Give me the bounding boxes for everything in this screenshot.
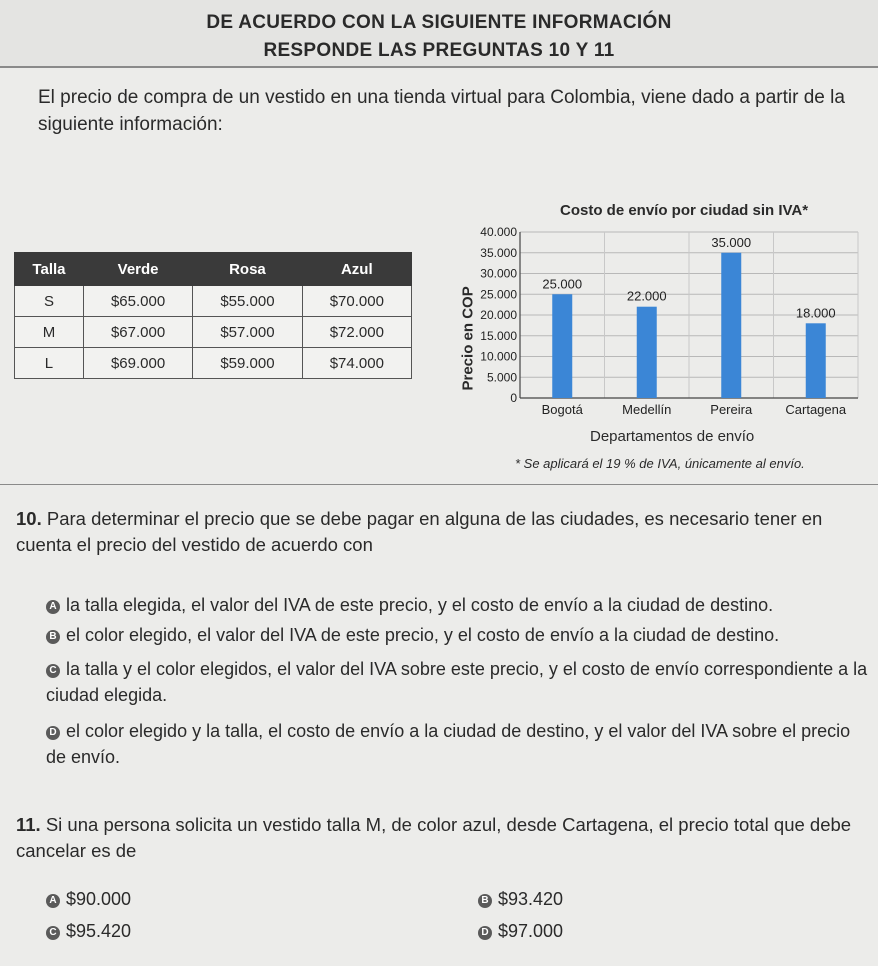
chart-bar: [721, 253, 741, 398]
table-header-azul: Azul: [302, 253, 411, 286]
chart-y-tick-label: 30.000: [480, 266, 517, 281]
chart-x-axis-label: Departamentos de envío: [590, 428, 755, 445]
option-text: $90.000: [66, 889, 132, 909]
chart-y-tick-label: 25.000: [480, 287, 517, 302]
table-header-verde: Verde: [83, 253, 192, 286]
question-number: 10.: [16, 508, 42, 529]
question-text: Si una persona solicita un vestido talla M, de color azul, desde Cartagena, el precio total que debe cancelar es de: [16, 814, 852, 861]
q11-option-a[interactable]: [46, 886, 131, 912]
option-text: $97.000: [498, 921, 564, 941]
option-letter-badge: D: [478, 926, 492, 940]
table-row: [15, 348, 412, 379]
chart-y-tick-label: 40.000: [480, 225, 517, 239]
chart-y-tick-label: 35.000: [480, 245, 517, 260]
table-cell: $55.000: [193, 286, 302, 317]
chart-x-tick-label: Pereira: [710, 402, 753, 417]
option-letter-badge: C: [46, 926, 60, 940]
question-11: [16, 812, 866, 864]
table-row: [15, 317, 412, 348]
chart-x-tick-label: Bogotá: [541, 402, 583, 417]
table-row: [15, 286, 412, 317]
option-letter-badge: D: [46, 726, 60, 740]
chart-bar: [552, 294, 572, 398]
chart-data-label: 22.000: [626, 288, 667, 304]
table-header-row: [15, 253, 412, 286]
chart-data-label: 35.000: [711, 234, 752, 250]
chart-y-tick-label: 5.000: [486, 370, 517, 385]
table-cell: $72.000: [302, 317, 411, 348]
q10-option-c[interactable]: [46, 656, 870, 708]
q11-option-c[interactable]: [46, 918, 131, 944]
chart-footnote: * Se aplicará el 19 % de IVA, únicamente al envío.: [515, 456, 805, 471]
option-letter-badge: A: [46, 600, 60, 614]
table-cell: $57.000: [193, 317, 302, 348]
table-cell: M: [15, 317, 84, 348]
chart-bar: [806, 323, 826, 398]
chart-x-tick-label: Cartagena: [785, 402, 847, 417]
header-band: [0, 0, 878, 66]
chart-bar: [637, 307, 657, 398]
chart-y-tick-label: 20.000: [480, 308, 517, 322]
table-cell: $74.000: [302, 348, 411, 379]
chart-data-label: 25.000: [542, 276, 583, 292]
option-text: la talla y el color elegidos, el valor del IVA sobre este precio, y el costo de envío correspondiente a la ciudad elegida.: [46, 659, 868, 705]
option-text: $93.420: [498, 889, 564, 909]
table-header-rosa: Rosa: [193, 253, 302, 286]
shipping-cost-chart: [440, 190, 878, 470]
question-10: [16, 506, 866, 558]
chart-data-label: 18.000: [795, 305, 836, 321]
table-cell: $70.000: [302, 286, 411, 317]
option-text: $95.420: [66, 921, 132, 941]
question-number: 11.: [16, 814, 41, 835]
option-letter-badge: B: [478, 894, 492, 908]
table-cell: L: [15, 348, 84, 379]
chart-title: Costo de envío por ciudad sin IVA*: [560, 202, 809, 219]
q11-option-b[interactable]: [478, 886, 563, 912]
table-cell: S: [15, 286, 84, 317]
chart-y-tick-label: 0: [510, 391, 517, 405]
divider: [0, 484, 878, 485]
table-cell: $69.000: [83, 348, 192, 379]
option-letter-badge: B: [46, 630, 60, 644]
q11-option-d[interactable]: [478, 918, 563, 944]
table-cell: $67.000: [83, 317, 192, 348]
chart-y-axis-label: Precio en COP: [459, 286, 477, 391]
chart-x-tick-label: Medellín: [622, 402, 672, 417]
chart-y-tick-label: 15.000: [480, 328, 517, 343]
q10-option-d[interactable]: [46, 718, 870, 770]
table-cell: $59.000: [193, 348, 302, 379]
chart-y-tick-label: 10.000: [480, 349, 517, 364]
option-text: la talla elegida, el valor del IVA de este precio, y el costo de envío a la ciudad de destino.: [66, 595, 774, 615]
divider: [0, 66, 878, 68]
q10-option-a[interactable]: [46, 592, 866, 618]
option-letter-badge: A: [46, 894, 60, 908]
chart-plot: [440, 190, 878, 430]
option-text: el color elegido y la talla, el costo de envío a la ciudad de destino, y el valor del IVA sobre el precio de envío.: [46, 721, 851, 767]
q10-option-b[interactable]: [46, 622, 866, 648]
table-cell: $65.000: [83, 286, 192, 317]
option-letter-badge: C: [46, 664, 60, 678]
intro-paragraph: El precio de compra de un vestido en una tienda virtual para Colombia, viene dado a partir de la siguiente información:: [38, 87, 845, 135]
option-text: el color elegido, el valor del IVA de este precio, y el costo de envío a la ciudad de destino.: [66, 625, 780, 645]
header-title-line2: RESPONDE LAS PREGUNTAS 10 Y 11: [263, 40, 615, 61]
table-header-talla: Talla: [15, 253, 84, 286]
price-table: [14, 252, 412, 379]
header-title-line1: DE ACUERDO CON LA SIGUIENTE INFORMACIÓN: [206, 12, 672, 33]
question-text: Para determinar el precio que se debe pagar en alguna de las ciudades, es necesario tener en cuenta el precio del vestido de acuerdo con: [16, 508, 823, 555]
